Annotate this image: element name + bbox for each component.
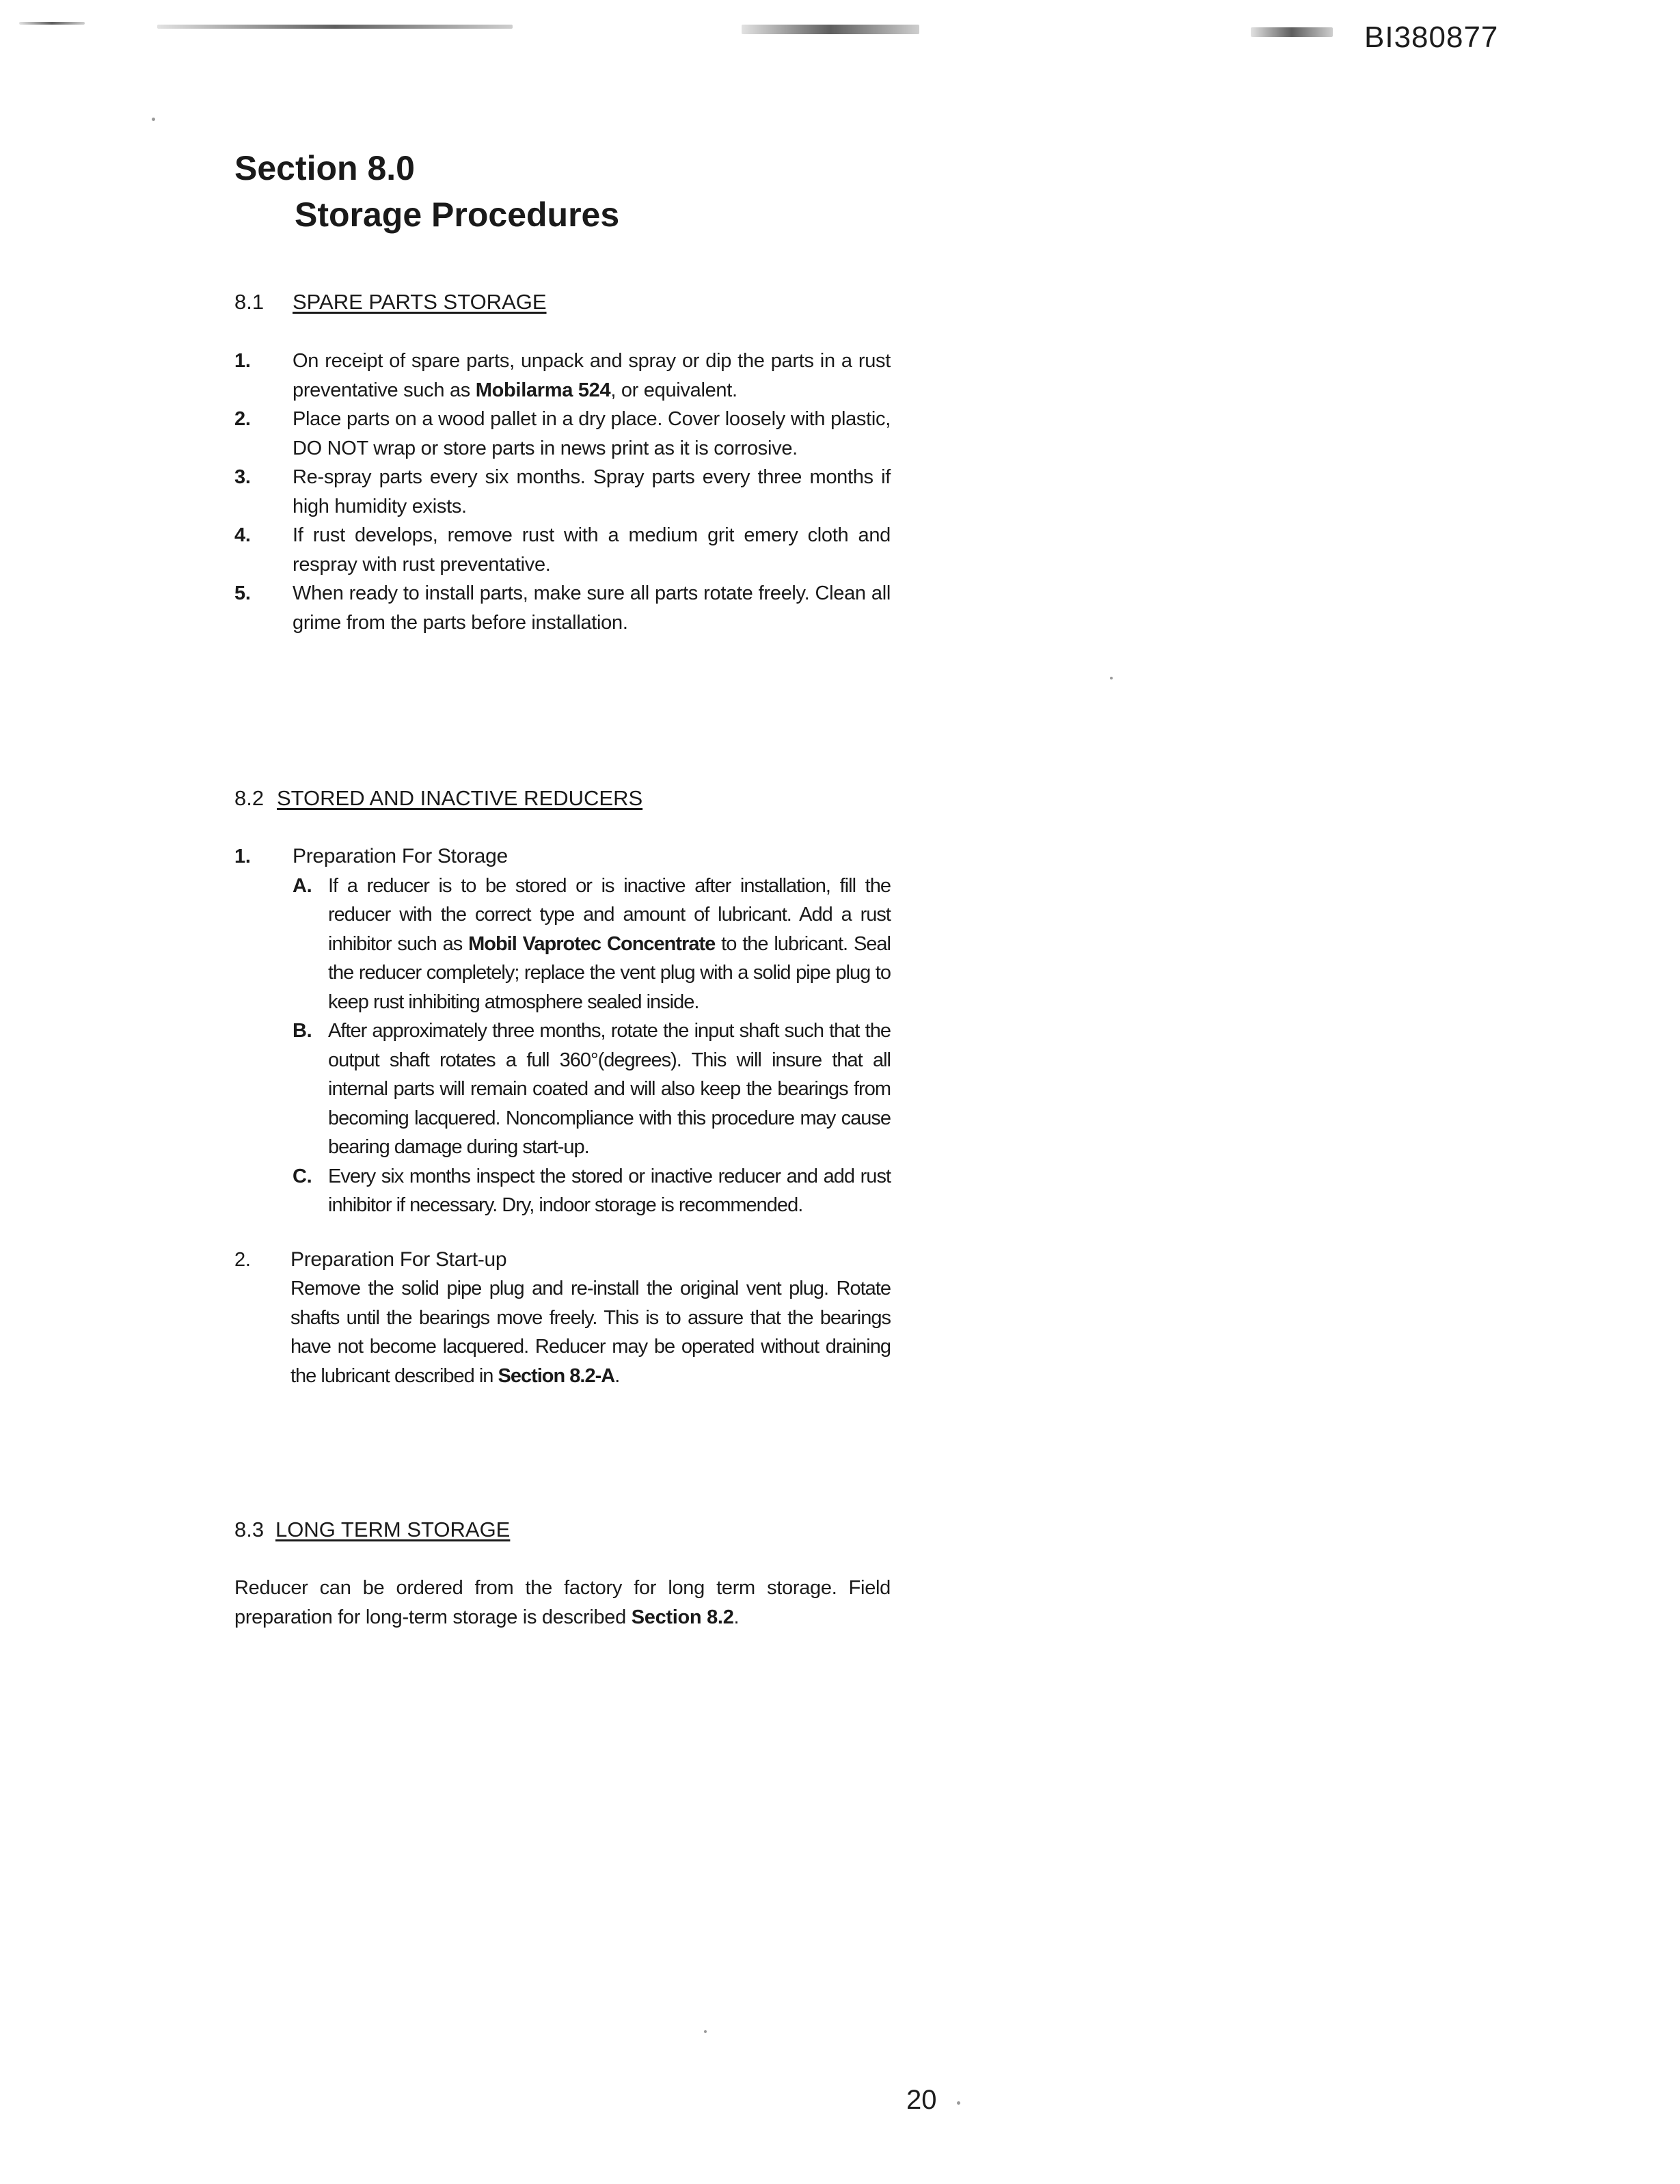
product-name: Mobilarma 524	[475, 379, 611, 401]
section-number: 8.1	[234, 290, 265, 314]
product-name: Mobil Vaprotec Concentrate	[468, 932, 716, 955]
item-number: 4.	[234, 524, 251, 546]
item-text: Place parts on a wood pallet in a dry place. Cover loosely with plastic, DO NOT wrap or store parts in news print as it is corrosive.	[293, 408, 891, 459]
sub-item	[234, 872, 891, 1017]
section-number: 8.3	[234, 1518, 265, 1541]
long-term-storage-text: Reducer can be ordered from the factory for long term storage. Field preparation for long-term storage is described Section 8.2.	[234, 1577, 891, 1628]
list-item	[234, 521, 891, 579]
item-number: 3.	[234, 466, 251, 488]
sub-item-text: If a reducer is to be stored or is inactive after installation, fill the reducer with the correct type and amount of lubricant. Add a rust inhibitor such as Mobil Vaprotec Concentrate to the lubricant. Seal the reducer completely; replace the vent plug with a solid pipe plug to keep rust inhibiting atmosphere sealed inside.	[328, 874, 891, 1013]
item-text: Re-spray parts every six months. Spray parts every three months if high humidity exists.	[293, 466, 891, 517]
storage-preparation	[234, 842, 891, 1220]
section-8-1-heading	[234, 288, 891, 316]
scan-speck	[1110, 677, 1113, 679]
section-reference: Section 8.2	[631, 1606, 734, 1628]
scan-mark	[742, 25, 919, 34]
list-item	[234, 842, 891, 872]
scan-speck	[957, 2101, 960, 2105]
section-8-2-heading	[234, 785, 891, 812]
list-item	[234, 1245, 891, 1390]
item-number: 1.	[234, 350, 251, 372]
section-number: 8.2	[234, 786, 265, 810]
list-item	[234, 579, 891, 637]
list-item	[234, 463, 891, 521]
startup-preparation	[234, 1245, 891, 1390]
page-title	[234, 145, 619, 238]
page-number: 20	[906, 2085, 937, 2115]
section-reference: Section 8.2-A	[498, 1364, 615, 1387]
scan-mark	[157, 25, 513, 29]
scan-mark	[19, 22, 85, 25]
item-content	[290, 1245, 891, 1390]
item-heading: Preparation For Storage	[293, 845, 508, 867]
section-8-3-heading	[234, 1516, 891, 1543]
scan-speck	[152, 118, 155, 121]
item-text: If rust develops, remove rust with a medium grit emery cloth and respray with rust preventative.	[293, 524, 891, 576]
sub-item-letter: C.	[293, 1165, 312, 1187]
document-id: BI380877	[1364, 21, 1499, 54]
section-heading: SPARE PARTS STORAGE	[293, 290, 547, 314]
item-text: Remove the solid pipe plug and re-install the original vent plug. Rotate shafts until the bearings move freely. This is to assure that the bearings have not become lacquered. Reducer may be operated without draining the lubricant described in Section 8.2-A.	[290, 1278, 891, 1387]
sub-item	[234, 1162, 891, 1220]
section-heading: STORED AND INACTIVE REDUCERS	[277, 786, 643, 810]
item-text: When ready to install parts, make sure all parts rotate freely. Clean all grime from the parts before installation.	[293, 582, 891, 634]
list-item	[234, 405, 891, 463]
sub-item-letter: B.	[293, 1020, 312, 1042]
section-heading: LONG TERM STORAGE	[275, 1518, 511, 1541]
sub-item	[234, 1016, 891, 1162]
item-number: 5.	[234, 582, 251, 604]
scan-mark	[1251, 27, 1333, 37]
list-item	[234, 347, 891, 405]
sub-item-text: Every six months inspect the stored or inactive reducer and add rust inhibitor if necessary. Dry, indoor storage is recommended.	[328, 1165, 891, 1216]
sub-item-letter: A.	[293, 874, 312, 897]
item-number: 2.	[234, 1249, 251, 1271]
section-name-title: Storage Procedures	[295, 196, 620, 234]
scan-speck	[704, 2030, 707, 2033]
section-number-title: Section 8.0	[234, 149, 415, 187]
sub-item-text: After approximately three months, rotate the input shaft such that the output shaft rotates a full 360°(degrees). This will insure that all internal parts will remain coated and will also keep the bearings from becoming lacquered. Noncompliance with this procedure may cause bearing damage during start-up.	[328, 1020, 891, 1158]
item-number: 1.	[234, 846, 251, 867]
item-text: On receipt of spare parts, unpack and spray or dip the parts in a rust preventative such as Mobilarma 524, or equivalent.	[293, 350, 891, 401]
item-heading: Preparation For Start-up	[290, 1248, 507, 1271]
item-number: 2.	[234, 408, 251, 430]
spare-parts-list	[234, 347, 891, 637]
